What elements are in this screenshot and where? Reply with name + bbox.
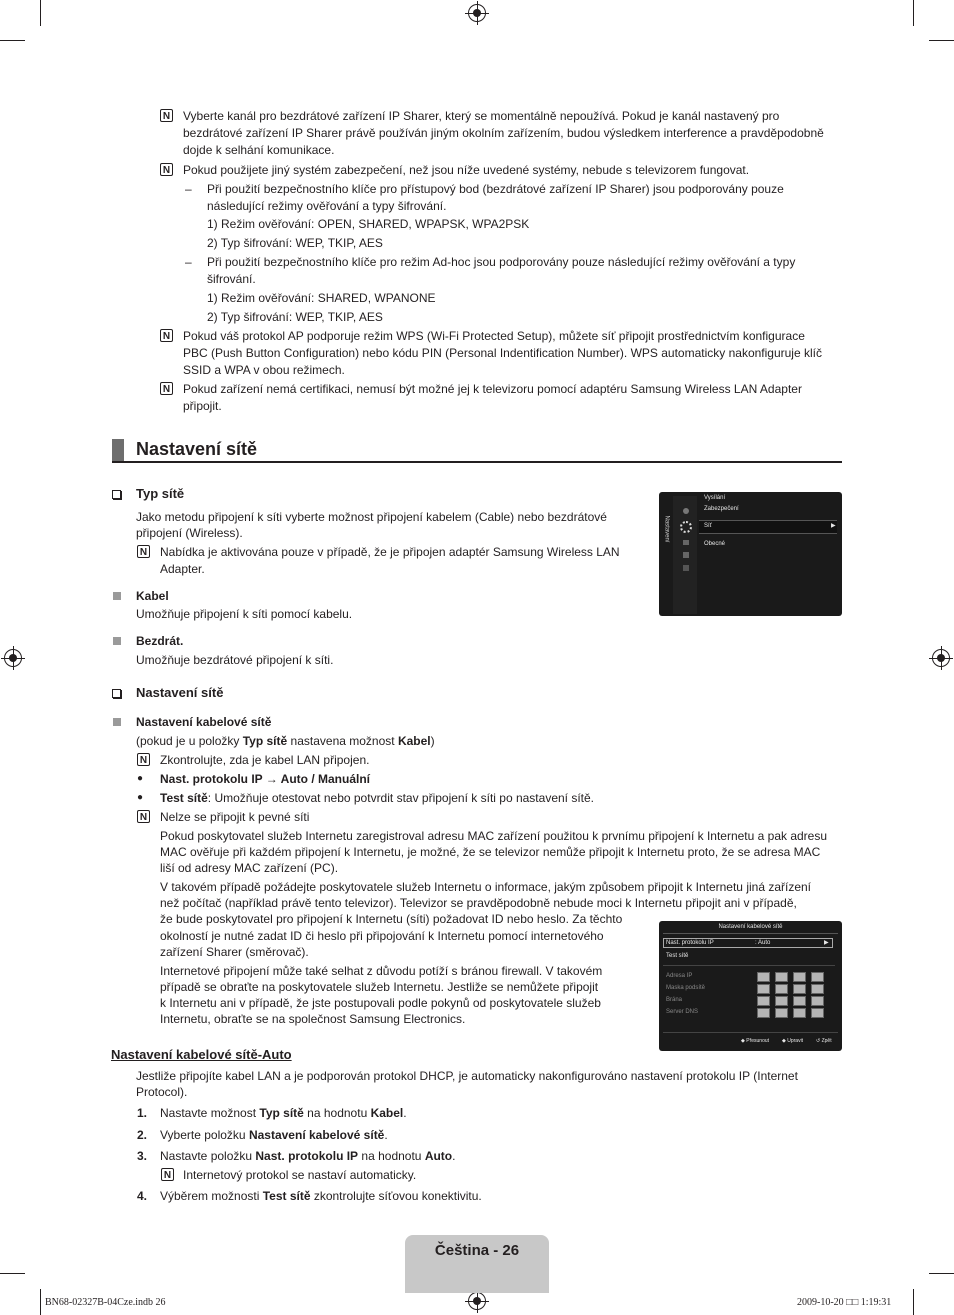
menu-screenshot (659, 492, 842, 616)
field-label: Adresa IP (666, 973, 693, 979)
menu-item[interactable]: Síť (704, 523, 712, 529)
registration-mark-icon (932, 649, 950, 667)
dash-text: 2) Typ šifrování: WEP, TKIP, AES (207, 236, 383, 250)
body-text: Jako metodu připojení k síti vyberte možnost připojení kabelem (Cable) nebo bezdrátové (136, 510, 607, 524)
note-text: Nelze se připojit k pevné síti (160, 810, 310, 824)
address-box (811, 1008, 824, 1018)
step-text: Výběrem možnosti Test sítě zkontrolujte síťovou konektivitu. (160, 1189, 482, 1203)
dash-text: šifrování. (207, 272, 256, 286)
step-number: 3. (137, 1149, 148, 1163)
footer-date: 2009-10-20 □□ 1:19:31 (797, 1297, 892, 1308)
address-box (793, 984, 806, 994)
note-icon: N (137, 545, 150, 558)
address-box (775, 996, 788, 1006)
auto-heading: Nastavení kabelové sítě-Auto (111, 1047, 292, 1062)
step-text: Vyberte položku Nastavení kabelové sítě. (160, 1128, 388, 1142)
title-rule (663, 933, 838, 934)
crop-mark (913, 0, 914, 26)
square-bullet-icon (113, 718, 121, 726)
body-text: V takovém případě požádejte poskytovatele služeb Internetu o informace, jakým způsobem připojit k Internetu jiná zařízení (160, 880, 812, 894)
field-label: Maska podsítě (666, 985, 706, 991)
footer-file: BN68-02327B-04Cze.indb 26 (45, 1297, 166, 1308)
divider (663, 965, 835, 966)
dash-text: následující režimy ověřování a typy šifrování. (207, 199, 447, 213)
note-icon: N (160, 109, 173, 122)
bullet-dot: ● (137, 773, 144, 784)
step-number: 2. (137, 1128, 148, 1142)
square-bullet-icon (113, 637, 121, 645)
checkbox-icon (112, 490, 121, 499)
subsection-heading: Nastavení sítě (136, 685, 224, 700)
body-text: připojení (Wireless). (136, 526, 243, 540)
address-box (793, 1008, 806, 1018)
bullet-text: Test sítě: Umožňuje otestovat nebo potvrdit stav připojení k síti po nastavení sítě. (160, 791, 595, 805)
side-label: Nastavení (663, 515, 670, 543)
body-text: k Internetu ani v případě, že jste postupovali podle pokynů od poskytovatele služeb (160, 996, 601, 1010)
step-number: 1. (137, 1106, 148, 1120)
chevron-right-icon: ▶ (824, 940, 829, 946)
registration-mark-icon (4, 649, 22, 667)
step-text: Nastavte položku Nast. protokolu IP na hodnotu Auto. (160, 1149, 456, 1163)
checkbox-icon (112, 689, 121, 698)
address-box (757, 972, 770, 982)
dash-text: Při použití bezpečnostního klíče pro režim Ad-hoc jsou podporovány pouze následující režimy ověřování a typy (207, 255, 796, 269)
note-text: Internetový protokol se nastaví automaticky. (183, 1168, 417, 1182)
page-number: Čeština - 26 (434, 1242, 520, 1259)
menu-icon (683, 508, 689, 514)
section-title: Nastavení sítě (136, 439, 258, 459)
cable-settings-screenshot (659, 921, 842, 1051)
body-text: okolností je nutné zadat ID či heslo při připojování k Internetu pomocí internetového (160, 929, 604, 943)
dash-text: 2) Typ šifrování: WEP, TKIP, AES (207, 310, 383, 324)
item-title: Nastavení kabelové sítě (136, 715, 272, 729)
body-text: Internetu, obraťte se na společnost Samsung Electronics. (160, 1012, 466, 1026)
crop-mark (40, 1289, 41, 1315)
item-desc: Umožňuje bezdrátové připojení k síti. (136, 653, 334, 667)
item-title: Bezdrát. (136, 634, 184, 648)
menu-icon (683, 540, 689, 545)
chevron-right-icon: ▶ (831, 523, 836, 529)
note-icon: N (137, 753, 150, 766)
address-box (775, 972, 788, 982)
address-box (793, 996, 806, 1006)
ip-protocol-value: : Auto (755, 940, 771, 946)
note-text: dojde k selhání komunikace. (183, 143, 335, 157)
crop-mark (0, 1273, 25, 1274)
step-number: 4. (137, 1189, 148, 1203)
item-title: Kabel (136, 589, 169, 603)
body-text: že bude poskytovatel pro připojení k Internetu (síti) požadovat ID nebo heslo. Za těchto (160, 912, 623, 926)
crop-mark (929, 1273, 954, 1274)
note-icon: N (160, 329, 173, 342)
bullet-text: Nast. protokolu IP → Auto / Manuální (160, 772, 371, 786)
screen-title: Nastavení kabelové sítě (718, 924, 783, 930)
address-box (811, 996, 824, 1006)
condition-text: (pokud je u položky Typ sítě nastavena možnost Kabel) (136, 734, 435, 748)
menu-item[interactable]: Vysílání (704, 495, 726, 501)
dash-text: 1) Režim ověřování: OPEN, SHARED, WPAPSK, WPA2PSK (207, 217, 530, 231)
dash-text: Při použití bezpečnostního klíče pro přístupový bod (bezdrátové zařízení IP Sharer) jsou podporovány pouze (207, 182, 784, 196)
menu-item[interactable]: Obecné (704, 541, 726, 547)
menu-icon (683, 565, 689, 571)
registration-mark-icon (468, 1292, 486, 1310)
body-text: případě se obraťte na poskytovatele služeb Internetu. Jestliže se nemůžete připojit (160, 980, 599, 994)
address-box (775, 984, 788, 994)
footer-adjust: ◆ Upravit (782, 1038, 804, 1044)
menu-item-selected[interactable] (699, 520, 837, 534)
menu-icon (683, 552, 689, 558)
body-text: Pokud poskytovatel služeb Internetu zaregistroval adresu MAC zařízení použitou k prvnímu připojení k Internetu a pak adresu (160, 829, 828, 843)
note-icon: N (161, 1168, 174, 1181)
item-desc: Umožňuje připojení k síti pomocí kabelu. (136, 607, 353, 621)
gear-icon (680, 521, 692, 533)
section-title-bar (112, 439, 124, 461)
note-icon: N (137, 810, 150, 823)
note-text: připojit. (183, 399, 222, 413)
address-box (757, 1008, 770, 1018)
note-text: Vyberte kanál pro bezdrátové zařízení IP Sharer, který se momentálně nepoužívá. Pokud je kanál nastavený pro (183, 109, 780, 123)
body-text: Jestliže připojíte kabel LAN a je podporován protokol DHCP, je automaticky nakonfigurováno nastavení protokolu IP (Internet (136, 1069, 798, 1083)
crop-mark (0, 40, 25, 41)
address-box (757, 996, 770, 1006)
address-box (811, 984, 824, 994)
note-text: Nabídka je aktivována pouze v případě, že je připojen adaptér Samsung Wireless LAN (160, 545, 620, 559)
field-label: Brána (666, 997, 683, 1003)
step-text: Nastavte možnost Typ sítě na hodnotu Kabel. (160, 1106, 407, 1120)
body-text: než počítač (například právě tento televizor). Televizor se pravděpodobně nebude moci k Internetu připojit ani v případě, (160, 896, 797, 910)
address-box (757, 984, 770, 994)
note-text: Pokud váš protokol AP podporuje režim WPS (Wi-Fi Protected Setup), můžete síť připojit prostřednictvím konfigurace (183, 329, 805, 343)
note-text: bezdrátové zařízení IP Sharer právě používán jiným okolním zařízením, budou výsledkem interference a pravděpodobně (183, 126, 824, 140)
dash-text: 1) Režim ověřování: SHARED, WPANONE (207, 291, 436, 305)
note-text: Pokud zařízení nemá certifikaci, nemusí být možné jej k televizoru pomocí adaptéru Samsung Wireless LAN Adapter (183, 382, 802, 396)
section-rule (112, 461, 842, 463)
menu-item[interactable]: Zabezpečení (704, 506, 739, 512)
address-box (811, 972, 824, 982)
registration-mark-icon (468, 4, 486, 22)
address-box (775, 1008, 788, 1018)
body-text: MAC ověřuje při každém připojení k Internetu, je možné, že se televizor nemůže připojit k Internetu proto, že se adresa MAC (160, 845, 821, 859)
note-text: Zkontrolujte, zda je kabel LAN připojen. (160, 753, 370, 767)
field-label: Server DNS (666, 1009, 699, 1015)
crop-mark (929, 40, 954, 41)
body-text: liší od adresy MAC zařízení (PC). (160, 861, 339, 875)
body-text: Protocol). (136, 1085, 188, 1099)
square-bullet-icon (113, 592, 121, 600)
network-test-item[interactable]: Test sítě (666, 953, 689, 959)
footer-rule (663, 1032, 838, 1033)
address-box (793, 972, 806, 982)
note-text: Pokud použijete jiný systém zabezpečení, než jsou níže uvedené systémy, nebude s televizorem fungovat. (183, 163, 750, 177)
dash-bullet: – (185, 182, 192, 196)
crop-mark (913, 1289, 914, 1315)
note-icon: N (160, 382, 173, 395)
dash-bullet: – (185, 255, 192, 269)
note-text: Adapter. (160, 562, 205, 576)
ip-protocol-label: Nast. protokolu IP (666, 940, 714, 946)
body-text: zařízení Sharer (směrovač). (160, 945, 309, 959)
note-text: SSID a WPA v obou režimech. (183, 363, 345, 377)
subsection-heading: Typ sítě (136, 486, 185, 501)
note-icon: N (160, 163, 173, 176)
crop-mark (40, 0, 41, 26)
footer-move: ◆ Přesunout (741, 1038, 770, 1044)
footer-back: ↺ Zpět (816, 1038, 832, 1044)
note-text: PBC (Push Button Configuration) nebo kódu PIN (Personal Indentification Number). WPS automaticky nakonfiguruje klíč (183, 346, 822, 360)
bullet-dot: ● (137, 792, 144, 803)
body-text: Internetové připojení může také selhat z důvodu potíží s bránou firewall. V takovém (160, 964, 603, 978)
